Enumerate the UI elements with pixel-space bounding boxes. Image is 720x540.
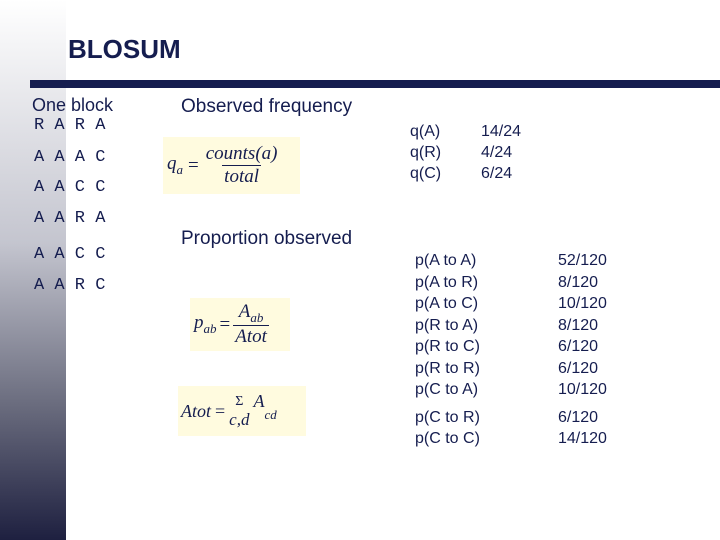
q-labels-column (410, 121, 441, 184)
p-label: p(R to C) (415, 338, 480, 355)
sequence-row: A A C C (34, 178, 106, 197)
p-value: 8/120 (558, 273, 599, 291)
p-value: 52/120 (558, 252, 607, 269)
q-label: q(C) (410, 165, 442, 182)
p-label: p(C to A) (415, 381, 479, 398)
p-formula (190, 298, 290, 351)
q-formula-lhs: $q_a$ (167, 153, 183, 177)
sequence-row: A A R C (34, 276, 106, 295)
p-value: 14/120 (558, 430, 607, 447)
atot-formula-equals: = (215, 400, 226, 421)
q-values-column (481, 121, 521, 184)
slide-title: BLOSUM (68, 34, 181, 64)
block-label: One block (32, 95, 114, 115)
title-underline (30, 80, 720, 88)
p-values-column (558, 250, 607, 450)
p-formula-numerator: $A_{ab}$ (238, 300, 264, 325)
sum-operator (229, 393, 249, 429)
sum-index: c,d (229, 410, 250, 429)
p-value: 10/120 (558, 295, 607, 312)
sequence-row: A A A C (34, 148, 106, 167)
sequence-row: A A C C (34, 245, 106, 264)
p-value: 6/120 (558, 338, 599, 355)
sum-symbol: Σ (235, 394, 244, 409)
p-formula-denominator: Atot (235, 326, 267, 348)
p-formula-equals: = (219, 313, 231, 335)
p-label: p(A to C) (415, 295, 479, 312)
p-value: 6/120 (558, 359, 599, 377)
q-label: q(A) (410, 123, 441, 140)
p-label: p(C to R) (415, 408, 480, 426)
p-value: 8/120 (558, 316, 599, 334)
p-label: p(C to C) (415, 430, 480, 447)
p-value: 10/120 (558, 381, 607, 398)
q-value: 14/24 (481, 123, 522, 140)
p-formula-lhs: $p_{ab}$ (194, 312, 217, 336)
proportion-observed-heading: Proportion observed (181, 228, 353, 249)
q-formula-equals: = (188, 154, 199, 176)
sequence-row: A A R A (34, 209, 106, 228)
p-label: p(A to R) (415, 273, 479, 291)
atot-formula (178, 386, 306, 436)
p-labels-column (415, 250, 480, 450)
q-value: 6/24 (481, 165, 513, 182)
sum-summand: $A_{cd}$ (253, 390, 277, 423)
q-label: q(R) (410, 144, 442, 161)
q-value: 4/24 (481, 144, 513, 161)
p-value: 6/120 (558, 408, 599, 426)
p-label: p(R to R) (415, 359, 480, 377)
atot-formula-lhs: Atot (181, 400, 211, 421)
sequence-row: R A R A (34, 116, 106, 135)
p-formula-fraction (233, 301, 269, 349)
p-label: p(A to A) (415, 252, 477, 269)
q-formula-denominator: total (224, 166, 260, 187)
p-label: p(R to A) (415, 316, 479, 334)
observed-frequency-heading: Observed frequency (181, 96, 353, 117)
q-formula-fraction (204, 143, 280, 188)
q-formula (163, 137, 300, 194)
q-formula-numerator: counts(a) (205, 143, 278, 164)
